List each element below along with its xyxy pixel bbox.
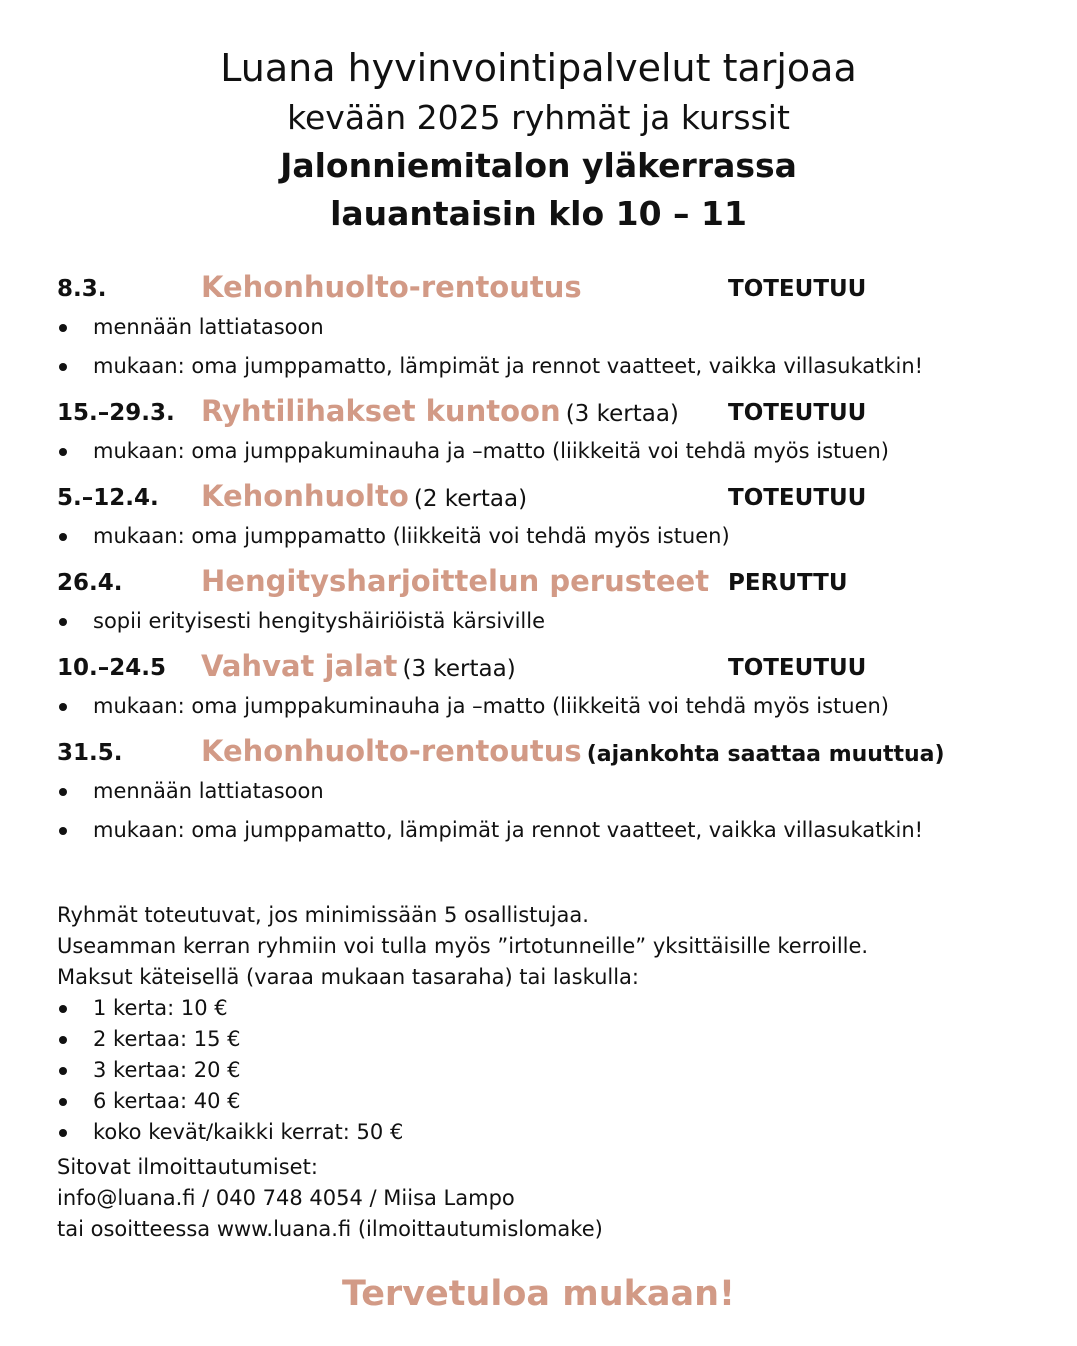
- session-row: [57, 641, 1037, 687]
- bullet-icon: [59, 324, 67, 332]
- session-bullets: [57, 772, 1037, 850]
- session-name: Kehonhuolto-rentoutus: [201, 270, 582, 304]
- session-date: 15.–29.3.: [57, 400, 175, 426]
- list-item: [57, 347, 1037, 386]
- price-text: 3 kertaa: 20 €: [93, 1058, 241, 1082]
- bullet-icon: [59, 533, 67, 541]
- list-item-text: mennään lattiatasoon: [93, 315, 324, 339]
- bullet-icon: [59, 1067, 67, 1075]
- session-title: [201, 479, 527, 513]
- price-text: 1 kerta: 10 €: [93, 996, 228, 1020]
- price-item: [57, 1086, 1037, 1117]
- session-extra: (2 kertaa): [413, 486, 528, 512]
- session-row: [57, 262, 1037, 308]
- session-name: Ryhtilihakset kuntoon: [201, 394, 561, 428]
- session-status: TOTEUTUU: [728, 655, 867, 681]
- info-section: [57, 900, 1037, 1245]
- session-row: [57, 726, 1037, 772]
- list-item-text: mennään lattiatasoon: [93, 779, 324, 803]
- session-extra: (3 kertaa): [565, 401, 679, 427]
- session-bullets: [57, 432, 1037, 471]
- list-item: [57, 602, 1037, 641]
- bullet-icon: [59, 1036, 67, 1044]
- bullet-icon: [59, 618, 67, 626]
- welcome-text: Tervetuloa mukaan!: [341, 1274, 736, 1314]
- session-bullets: [57, 517, 1037, 556]
- session-status: TOTEUTUU: [728, 400, 867, 426]
- session-row: [57, 386, 1037, 432]
- price-text: 2 kertaa: 15 €: [93, 1027, 241, 1051]
- session-date: 5.–12.4.: [57, 485, 159, 511]
- header-title: Luana hyvinvointipalvelut tarjoaa: [220, 46, 857, 90]
- list-item-text: sopii erityisesti hengityshäiriöistä kärsiville: [93, 609, 546, 633]
- list-item-text: mukaan: oma jumppakuminauha ja –matto (liikkeitä voi tehdä myös istuen): [93, 439, 890, 463]
- session-title: [201, 564, 709, 598]
- bullet-icon: [59, 363, 67, 371]
- contact-details: info@luana.fi / 040 748 4054 / Miisa Lampo: [57, 1186, 515, 1210]
- bullet-icon: [59, 788, 67, 796]
- bullet-icon: [59, 1005, 67, 1013]
- list-item: [57, 517, 1037, 556]
- session-row: [57, 556, 1037, 602]
- session-date: 10.–24.5: [57, 655, 166, 681]
- session-date: 26.4.: [57, 570, 123, 596]
- list-item: [57, 308, 1037, 347]
- header-location: Jalonniemitalon yläkerrassa: [280, 146, 797, 185]
- header-subtitle: kevään 2025 ryhmät ja kurssit: [287, 98, 790, 137]
- list-item-text: mukaan: oma jumppamatto (liikkeitä voi tehdä myös istuen): [93, 524, 730, 548]
- session-row: [57, 471, 1037, 517]
- session-status: TOTEUTUU: [728, 276, 867, 302]
- list-item: [57, 687, 1037, 726]
- price-item: [57, 993, 1037, 1024]
- session-bullets: [57, 308, 1037, 386]
- header-time: lauantaisin klo 10 – 11: [330, 194, 747, 233]
- bullet-icon: [59, 827, 67, 835]
- price-text: koko kevät/kaikki kerrat: 50 €: [93, 1120, 404, 1144]
- session-title: [201, 649, 516, 683]
- contact-section: [57, 1152, 1037, 1245]
- session-status: TOTEUTUU: [728, 485, 867, 511]
- bullet-icon: [59, 1098, 67, 1106]
- bullet-icon: [59, 448, 67, 456]
- price-item: [57, 1024, 1037, 1055]
- contact-website: tai osoitteessa www.luana.fi (ilmoittautumislomake): [57, 1217, 603, 1241]
- page-header: [0, 42, 1077, 238]
- session-extra: (3 kertaa): [402, 656, 516, 682]
- price-item: [57, 1055, 1037, 1086]
- price-list: [57, 993, 1037, 1148]
- session-list: [57, 262, 1037, 850]
- list-item-text: mukaan: oma jumppakuminauha ja –matto (liikkeitä voi tehdä myös istuen): [93, 694, 890, 718]
- list-item: [57, 772, 1037, 811]
- session-name: Kehonhuolto-rentoutus: [201, 734, 582, 768]
- info-payment: Maksut käteisellä (varaa mukaan tasaraha) tai laskulla:: [57, 965, 640, 989]
- session-title: [201, 394, 679, 428]
- price-text: 6 kertaa: 40 €: [93, 1089, 241, 1113]
- session-name: Vahvat jalat: [201, 649, 398, 683]
- session-date: 31.5.: [57, 740, 123, 766]
- bullet-icon: [59, 703, 67, 711]
- list-item-text: mukaan: oma jumppamatto, lämpimät ja rennot vaatteet, vaikka villasukatkin!: [93, 354, 924, 378]
- session-bullets: [57, 602, 1037, 641]
- contact-heading: Sitovat ilmoittautumiset:: [57, 1155, 318, 1179]
- session-name: Hengitysharjoittelun perusteet: [201, 564, 710, 598]
- list-item: [57, 432, 1037, 471]
- price-item: [57, 1117, 1037, 1148]
- info-minimum: Ryhmät toteutuvat, jos minimissään 5 osallistujaa.: [57, 903, 589, 927]
- list-item-text: mukaan: oma jumppamatto, lämpimät ja rennot vaatteet, vaikka villasukatkin!: [93, 818, 924, 842]
- info-drop-in: Useamman kerran ryhmiin voi tulla myös ”irtotunneille” yksittäisille kerroille.: [57, 934, 869, 958]
- session-title: [201, 270, 582, 304]
- session-name: Kehonhuolto: [201, 479, 409, 513]
- session-date: 8.3.: [57, 276, 107, 302]
- session-status: PERUTTU: [728, 570, 848, 596]
- session-bullets: [57, 687, 1037, 726]
- session-note: (ajankohta saattaa muuttua): [586, 742, 945, 767]
- list-item: [57, 811, 1037, 850]
- session-title: [201, 734, 945, 768]
- bullet-icon: [59, 1129, 67, 1137]
